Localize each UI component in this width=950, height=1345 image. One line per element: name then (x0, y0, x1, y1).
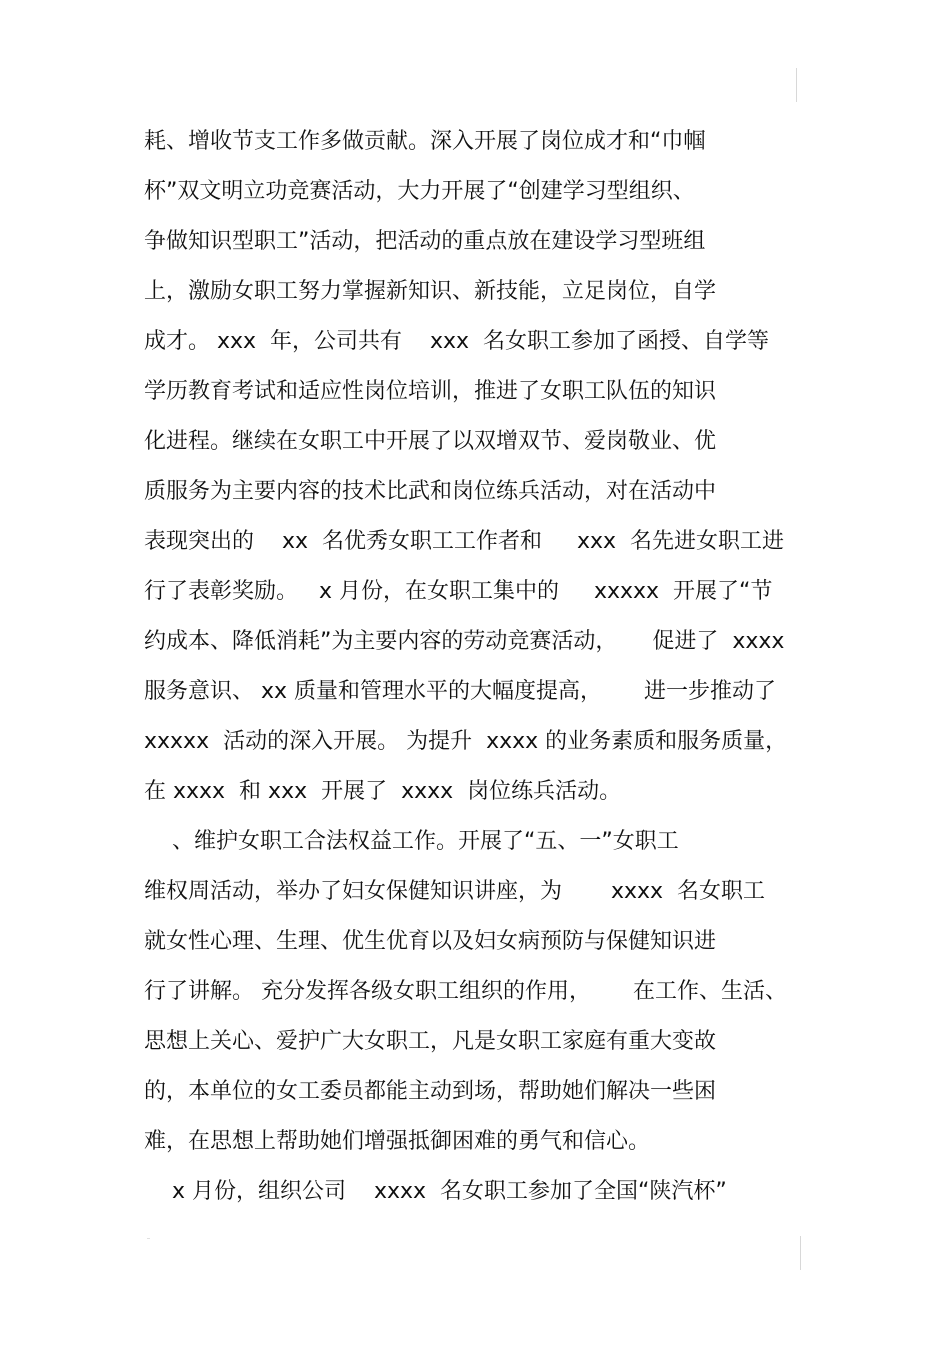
text-line: 表现突出的 xx 名优秀女职工工作者和 xxx 名先进女职工进 (144, 529, 785, 554)
text-line: 成才。 xxx 年，公司共有 xxx 名女职工参加了函授、自学等 (144, 329, 770, 354)
page-edge-mark-top (796, 68, 797, 102)
text-line: 学历教育考试和适应性岗位培训，推进了女职工队伍的知识 (144, 379, 717, 404)
text-line: 的，本单位的女工委员都能主动到场，帮助她们解决一些困 (144, 1079, 717, 1104)
text-line: 争做知识型职工”活动，把活动的重点放在建设学习型班组 (144, 229, 706, 254)
text-line: 质服务为主要内容的技术比武和岗位练兵活动，对在活动中 (144, 479, 717, 504)
text-line: 思想上关心、爱护广大女职工，凡是女职工家庭有重大变故 (144, 1029, 717, 1054)
page-corner-mark (147, 1238, 150, 1239)
document-body (144, 122, 824, 1222)
text-line: xxxxx 活动的深入开展。 为提升 xxxx 的业务素质和服务质量， (144, 729, 788, 754)
text-line: 杯”双文明立功竞赛活动，大力开展了“创建学习型组织、 (144, 179, 695, 204)
text-line: 约成本、降低消耗”为主要内容的劳动竞赛活动， 促进了 xxxx (144, 629, 785, 654)
text-line: 就女性心理、生理、优生优育以及妇女病预防与保健知识进 (144, 929, 717, 954)
text-line: 行了讲解。 充分发挥各级女职工组织的作用， 在工作、生活、 (144, 979, 787, 1004)
text-line: 耗、增收节支工作多做贡献。深入开展了岗位成才和“巾帼 (144, 129, 706, 154)
text-line: 在 xxxx 和 xxx 开展了 xxxx 岗位练兵活动。 (144, 779, 622, 804)
text-line: 难，在思想上帮助她们增强抵御困难的勇气和信心。 (144, 1129, 651, 1154)
text-line: 维权周活动，举办了妇女保健知识讲座，为 xxxx 名女职工 (144, 879, 766, 904)
text-line: 化进程。继续在女职工中开展了以双增双节、爱岗敬业、优 (144, 429, 717, 454)
text-line: x 月份，组织公司 xxxx 名女职工参加了全国“陕汽杯” (144, 1179, 727, 1204)
text-line: 上，激励女职工努力掌握新知识、新技能，立足岗位，自学 (144, 279, 717, 304)
text-line: 服务意识、 xx 质量和管理水平的大幅度提高， 进一步推动了 (144, 679, 776, 704)
page-edge-mark-bottom (800, 1236, 801, 1270)
text-line: 行了表彰奖励。 x 月份，在女职工集中的 xxxxx 开展了“节 (144, 579, 773, 604)
text-line: 、维护女职工合法权益工作。开展了“五、一”女职工 (144, 829, 679, 854)
